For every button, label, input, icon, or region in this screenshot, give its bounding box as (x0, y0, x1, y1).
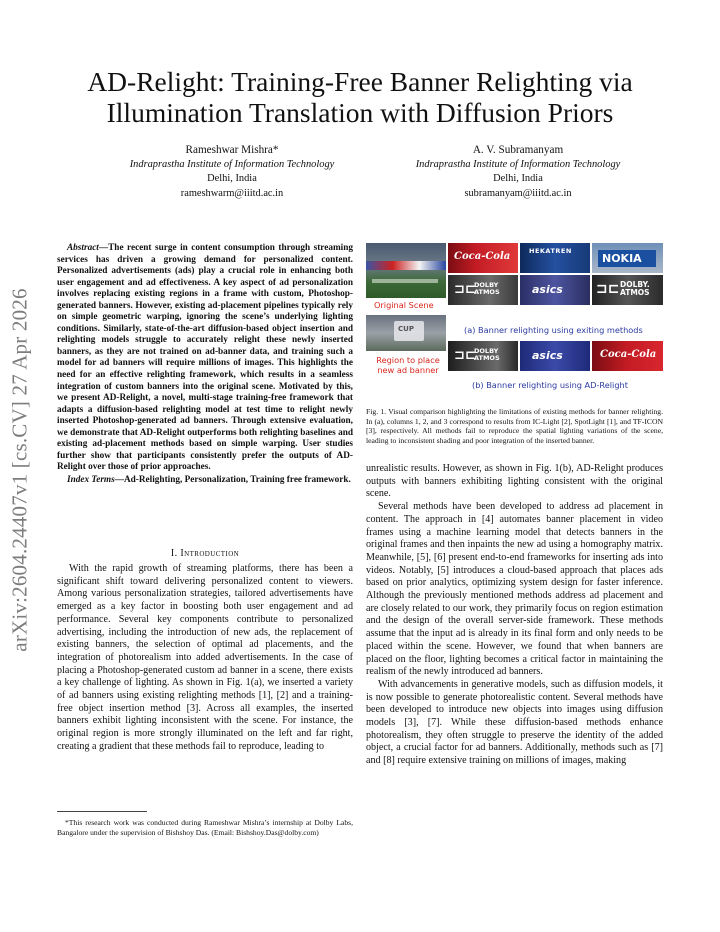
abstract (57, 243, 353, 486)
author-location: Delhi, India (207, 173, 257, 184)
banner-b2: asics (520, 341, 590, 371)
right-p3: With advancements in generative models, such as diffusion models, it is now possible to generate photorealistic content. Several methods have been developed to introduce new objects into images using diffusion models [3], [7]. While these diffusion-based methods enhance photorealism, they often struggle to preserve the identity of the added object, a crucial factor for ad banners. Additionally, methods such as [7] and [8] require extensive training on millions of images, making (366, 678, 663, 767)
region-scene-image (366, 315, 446, 351)
paper-title: AD-Relight: Training-Free Banner Relighting via Illumination Translation with Diffusion Priors (87, 66, 633, 128)
footnote-rule (57, 811, 147, 812)
banner-a4: ⊐⊏ DOLBY ATMOS (448, 275, 518, 305)
banner-b3: Coca-Cola (592, 341, 663, 371)
author-email[interactable]: subramanyam@iiitd.ac.in (464, 187, 572, 199)
intro-paragraph (57, 563, 353, 754)
banner-a6: ⊐⊏ DOLBY. ATMOS (592, 275, 663, 305)
author-email[interactable]: rameshwarm@iiitd.ac.in (180, 187, 284, 199)
author-affiliation: Indraprastha Institute of Information Technology (129, 158, 335, 170)
banner-b1: ⊐⊏ DOLBY ATMOS (448, 341, 518, 371)
cup-text: CUP (398, 325, 414, 333)
banner-a1: Coca-Cola (448, 243, 518, 273)
banner-a5: asics (520, 275, 590, 305)
figure-caption: Fig. 1. Visual comparison highlighting the limitations of existing methods for banner relighting. In (a), columns 1, 2, and 3 correspond to results from IC-Light [2], SpotLight [1], and TF-ICON [3], respectively. All methods fail to reproduce the spatial lighting variations of the scene, leading to inconsistent shading and poor integration of the inserted banner. (366, 407, 663, 445)
author-name: Rameshwar Mishra* (185, 144, 279, 156)
caption-b: (b) Banner relighting using AD-Relight (472, 380, 628, 390)
banner-a3: NOKIA (592, 243, 663, 273)
author-affiliation: Indraprastha Institute of Information Technology (415, 158, 621, 170)
figure-1 (366, 243, 663, 393)
arxiv-stamp (0, 255, 42, 685)
intro-p1: With the rapid growth of streaming platforms, there has been a significant shift toward delivering personalized content to viewers. Among various personalization strategies, tailored advertisements have emerged as a key factor in boosting both user engagement and ad performance. Several key components contribute to personalized advertising, including the introduction of new ads, the replacement of existing banners, the selection of optimal ad placements, and the integration of photorealism into added advertisements. In the case of placing a Photoshop-generated custom ad banner in a scene, there exists a key challenge of lighting. As shown in Fig. 1(a), we inserted a variety of ad banners using existing relighting methods [1], [2] and a training-free object insertion method [3]. Across all examples, the inserted banners exhibit lighting inconsistent with the scene. For instance, the original region is more strongly illuminated on the left and far right, creating a gradient that these methods fail to reproduce, leading to (57, 563, 353, 752)
index-terms-label: Index Terms (67, 474, 115, 485)
right-column (366, 463, 663, 768)
author-location: Delhi, India (493, 173, 543, 184)
caption-a: (a) Banner relighting using exiting methods (464, 325, 643, 335)
author-block-1 (82, 143, 382, 201)
footnote (57, 818, 353, 837)
footnote-text: *This research work was conducted during Rameshwar Mishra’s internship at Dolby Labs, Bangalore under the supervision of Bishshoy Das. (Email: Bishshoy.Das@dolby.com) (57, 818, 353, 837)
label-original-scene: Original Scene (374, 300, 434, 310)
index-terms-text: —Ad-Relighting, Personalization, Training free framework. (114, 474, 351, 485)
arxiv-stamp-text: arXiv:2604.24407v1 [cs.CV] 27 Apr 2026 (7, 288, 32, 652)
author-name: A. V. Subramanyam (472, 144, 564, 156)
section-heading-introduction (57, 548, 353, 559)
author-block-2 (368, 143, 668, 201)
banner-a2: HEKATREN (520, 243, 590, 273)
right-p1: unrealistic results. However, as shown in Fig. 1(b), AD-Relight produces outputs with banners exhibiting lighting consistent with the original scene. (366, 463, 663, 500)
right-p2: Several methods have been developed to address ad placement in content. The approach in [4] automates banner placement in video frames using a machine learning model that detects banners in the original frames and then inpaints the new ad using a homography matrix. Meanwhile, [5], [6] present end-to-end frameworks for inserting ads into videos. Notably, [5] introduces a cloud-based approach that places ads based on prior analytics, optimizing system design for faster inference. Although the previously mentioned methods address ad placement and are closely related to our work, they primarily focus on region estimation and the design of the overall server-side framework. These methods assume that the input ad is already in its final form and only needs to be placed within the scene. However, we found that when banners are placed on the floor, lighting becomes a critical factor in maintaining the realism of the newly introduced ad banners. (366, 501, 663, 678)
label-region: Region to place new ad banner (376, 355, 440, 375)
abstract-label: Abstract (67, 243, 99, 253)
section-heading-text: I. Introduction (170, 548, 240, 559)
original-scene-image (366, 243, 446, 298)
abstract-text: —The recent surge in content consumption through streaming services has driven a growing demand for personalized content. Personalized advertisements (ads) play a crucial role in enhancing both user engagement and ad effectiveness. A key aspect of ad personalization involves replacing existing regions in a frame with custom, Photoshop-generated banners. However, existing ad-placement pipelines typically rely on simple geometric warping, ignoring the scene’s underlying lighting conditions. Similarly, state-of-the-art diffusion-based object insertion and relighting models struggle to accurately relight these newly inserted banners, as they are not trained on ad-banner data, and training such a model for ad banners will require millions of images. This highlights the need for an effective relighting framework, which results in a seamless integration of custom banners into the original scene. Motivated by this, we present AD-Relight, a novel, multi-stage training-free framework that adapts a diffusion-based relighting model at test time to relight newly inserted Photoshop-generated ad banners. Through extensive evaluation, we demonstrate that AD-Relight outperforms both relighting baselines and existing ad-placement methods based on simple warping. User studies further show that participants consistently prefer the outputs of AD-Relight over those of prior approaches. (57, 243, 353, 473)
